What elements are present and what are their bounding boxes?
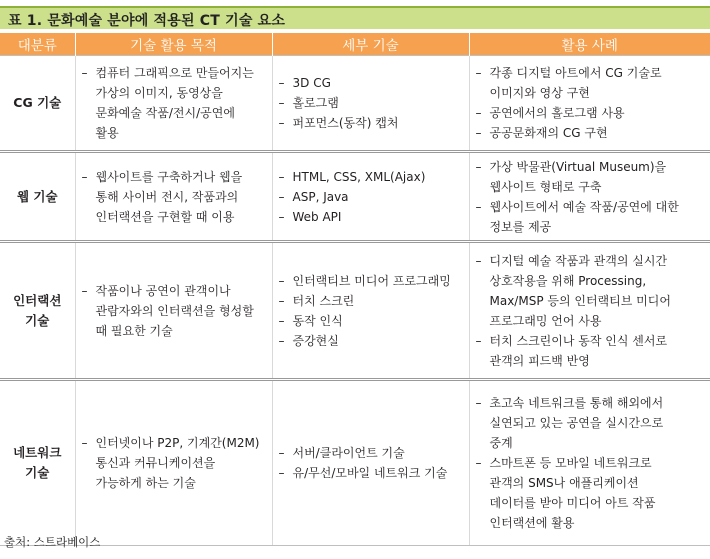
list-item-line: 인터랙션에 활용 [489, 516, 575, 530]
purpose-cell [75, 56, 272, 152]
list-item-line: 이미지와 영상 구현 [489, 86, 590, 100]
list-item [273, 113, 469, 133]
list-item-line: 통해 사이버 전시, 작품과의 [95, 189, 239, 204]
list-item [470, 331, 710, 371]
list-item [76, 433, 272, 493]
source-note: 출처: 스트라베이스 [4, 535, 101, 549]
list-item-line: – HTML, CSS, XML(Ajax) [292, 169, 426, 184]
list-item [273, 271, 469, 291]
table-title-bar [0, 6, 710, 29]
list-item-line: 관객의 SMS나 애플리케이션 [489, 476, 639, 490]
header-details: 세부 기술 [272, 33, 469, 56]
list-item-line: 때 필요한 기술 [95, 323, 173, 338]
category-cell [0, 380, 75, 546]
list-item [273, 463, 469, 483]
list-item-line: – 인터넷이나 P2P, 기계간(M2M) [95, 436, 260, 450]
list-item [273, 207, 469, 227]
header-row [0, 33, 710, 56]
details-cell [272, 152, 469, 242]
list-item-line: – Web API [292, 209, 342, 224]
details-list [273, 271, 469, 351]
list-item-line: – 유/무선/모바일 네트워크 기술 [292, 466, 448, 480]
table-row [0, 152, 710, 242]
list-item-line: – 초고속 네트워크를 통해 해외에서 [489, 396, 664, 410]
list-item-line: – 3D CG [292, 76, 331, 90]
details-cell [272, 380, 469, 546]
list-item-line: 문화예술 작품/전시/공연에 [95, 106, 235, 120]
list-item-line: – 웹사이트를 구축하거나 웹을 [95, 169, 243, 184]
cases-cell [469, 56, 710, 152]
list-item-line: – 가상 박물관(Virtual Museum)을 [489, 159, 667, 174]
list-item [470, 251, 710, 331]
list-item-line: – 동작 인식 [292, 313, 343, 328]
category-cell [0, 242, 75, 380]
list-item [76, 167, 272, 227]
details-list [273, 73, 469, 133]
list-item [273, 291, 469, 311]
table-row [0, 242, 710, 380]
list-item [273, 311, 469, 331]
table-row [0, 380, 710, 546]
list-item-line: 관객의 피드백 반영 [489, 353, 590, 368]
purpose-list [76, 433, 272, 493]
table-row [0, 56, 710, 152]
details-cell [272, 242, 469, 380]
list-item-line: – 디지털 예술 작품과 관객의 실시간 [489, 253, 668, 268]
list-item-line: 가능하게 하는 기술 [95, 476, 196, 490]
header-purpose: 기술 활용 목적 [75, 33, 272, 56]
list-item-line: – 인터랙티브 미디어 프로그래밍 [292, 273, 451, 288]
category-cell [0, 56, 75, 152]
list-item-line: 데이터를 받아 미디어 아트 작품 [489, 496, 656, 510]
cases-cell [469, 152, 710, 242]
list-item-line: – 스마트폰 등 모바일 네트워크로 [489, 456, 652, 470]
table-title: 표 1. 문화예술 분야에 적용된 CT 기술 요소 [8, 13, 286, 29]
list-item-line: – 서버/클라이언트 기술 [292, 446, 405, 460]
purpose-cell [75, 152, 272, 242]
list-item-line: – 터치 스크린 [292, 293, 355, 308]
list-item [470, 103, 710, 123]
list-item-line: – 터치 스크린이나 동작 인식 센서로 [489, 333, 668, 348]
category-cell [0, 152, 75, 242]
category-line: CG 기술 [13, 95, 62, 110]
list-item-line: – 컴퓨터 그래픽으로 만들어지는 [95, 66, 254, 80]
list-item [273, 167, 469, 187]
cases-list [470, 157, 710, 237]
list-item-line: 가상의 이미지, 동영상을 [95, 86, 223, 100]
list-item-line: – 공공문화재의 CG 구현 [489, 126, 608, 140]
list-item-line: 웹사이트 형태로 구축 [489, 179, 602, 194]
list-item-line: 실연되고 있는 공연을 실시간으로 [489, 416, 664, 430]
cases-cell [469, 242, 710, 380]
cases-cell [469, 380, 710, 546]
list-item-line: 중계 [489, 436, 513, 450]
list-item-line: 관람자와의 인터랙션을 형성할 [95, 303, 254, 318]
cases-list [470, 251, 710, 371]
details-list [273, 167, 469, 227]
purpose-cell [75, 242, 272, 380]
category-line: 기술 [25, 465, 50, 480]
list-item [273, 331, 469, 351]
list-item-line: 인터랙션을 구현할 때 이용 [95, 209, 235, 224]
category-line: 네트워크 [13, 445, 62, 460]
list-item [76, 281, 272, 341]
list-item [273, 73, 469, 93]
header-cases: 활용 사례 [469, 33, 710, 56]
purpose-cell [75, 380, 272, 546]
purpose-list [76, 281, 272, 341]
list-item-line: – ASP, Java [292, 189, 349, 204]
cases-list [470, 393, 710, 533]
purpose-list [76, 167, 272, 227]
list-item [470, 197, 710, 237]
list-item-line: – 홀로그램 [292, 96, 339, 110]
list-item [273, 187, 469, 207]
list-item-line: 통신과 커뮤니케이션을 [95, 456, 216, 470]
list-item-line: – 각종 디지털 아트에서 CG 기술로 [489, 66, 662, 80]
details-cell [272, 56, 469, 152]
list-item [76, 63, 272, 143]
details-list [273, 443, 469, 483]
list-item [470, 123, 710, 143]
list-item-line: 상호작용을 위해 Processing, [489, 273, 647, 288]
list-item [273, 93, 469, 113]
list-item-line: Max/MSP 등의 인터랙티브 미디어 [489, 293, 671, 308]
category-line: 웹 기술 [16, 188, 58, 204]
list-item-line: – 웹사이트에서 예술 작품/공연에 대한 [489, 199, 679, 214]
ct-technology-table [0, 33, 710, 546]
list-item-line: 활용 [95, 126, 119, 140]
list-item-line: – 증강현실 [292, 333, 339, 348]
category-line: 기술 [25, 312, 50, 328]
list-item [470, 157, 710, 197]
list-item-line: – 작품이나 공연이 관객이나 [95, 283, 231, 298]
category-line: 인터랙션 [13, 292, 62, 308]
list-item [470, 393, 710, 453]
list-item [470, 63, 710, 103]
list-item [273, 443, 469, 463]
cases-list [470, 63, 710, 143]
list-item-line: – 공연에서의 홀로그램 사용 [489, 106, 625, 120]
list-item-line: – 퍼포먼스(동작) 캡처 [292, 116, 399, 130]
purpose-list [76, 63, 272, 143]
list-item-line: 정보를 제공 [489, 219, 552, 234]
header-category: 대분류 [0, 33, 75, 56]
list-item-line: 프로그래밍 언어 사용 [489, 313, 602, 328]
list-item [470, 453, 710, 533]
